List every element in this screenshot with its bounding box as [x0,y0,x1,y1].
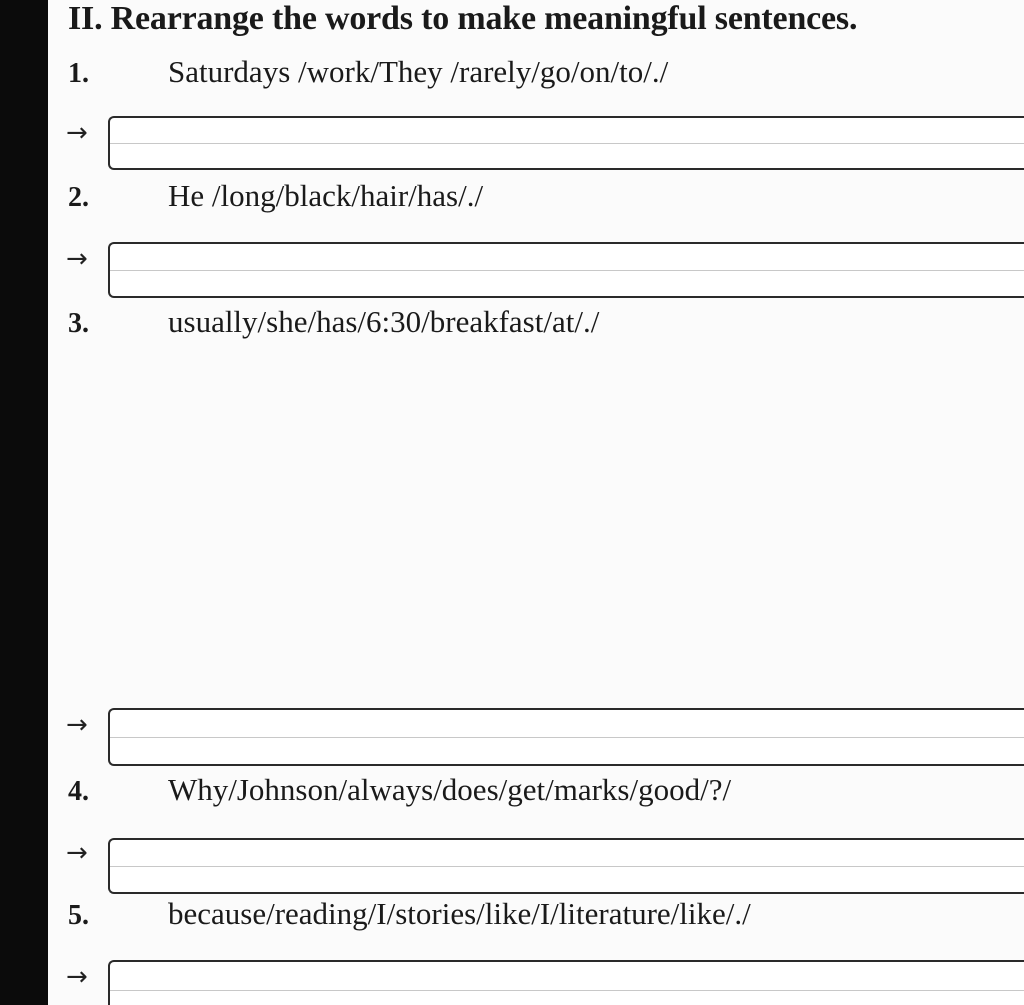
item-number-5: 5. [68,900,89,931]
item-number-2: 2. [68,182,89,213]
answer-input-5[interactable] [118,962,1024,1005]
left-black-edge [0,0,48,1005]
item-words-3: usually/she/has/6:30/breakfast/at/./ [168,304,600,339]
item-words-2: He /long/black/hair/has/./ [168,178,484,213]
answer-box-3[interactable] [108,708,1024,766]
arrow-icon-1: → [66,118,88,148]
answer-input-4[interactable] [118,840,1024,892]
arrow-icon-2: → [66,244,88,274]
answer-box-1[interactable] [108,116,1024,170]
answer-input-3[interactable] [118,710,1024,764]
answer-box-5[interactable] [108,960,1024,1005]
answer-input-2[interactable] [118,244,1024,296]
answer-box-2[interactable] [108,242,1024,298]
section-heading: II. Rearrange the words to make meaningful sentences. [68,0,858,37]
answer-box-4[interactable] [108,838,1024,894]
arrow-icon-5: → [66,962,88,992]
item-number-3: 3. [68,308,89,339]
answer-input-1[interactable] [118,118,1024,168]
item-words-5: because/reading/I/stories/like/I/literature/like/./ [168,896,751,931]
item-words-4: Why/Johnson/always/does/get/marks/good/?/ [168,772,732,807]
arrow-icon-3: → [66,710,88,740]
item-number-4: 4. [68,776,89,807]
item-number-1: 1. [68,58,89,89]
item-words-1: Saturdays /work/They /rarely/go/on/to/./ [168,54,669,89]
arrow-icon-4: → [66,838,88,868]
